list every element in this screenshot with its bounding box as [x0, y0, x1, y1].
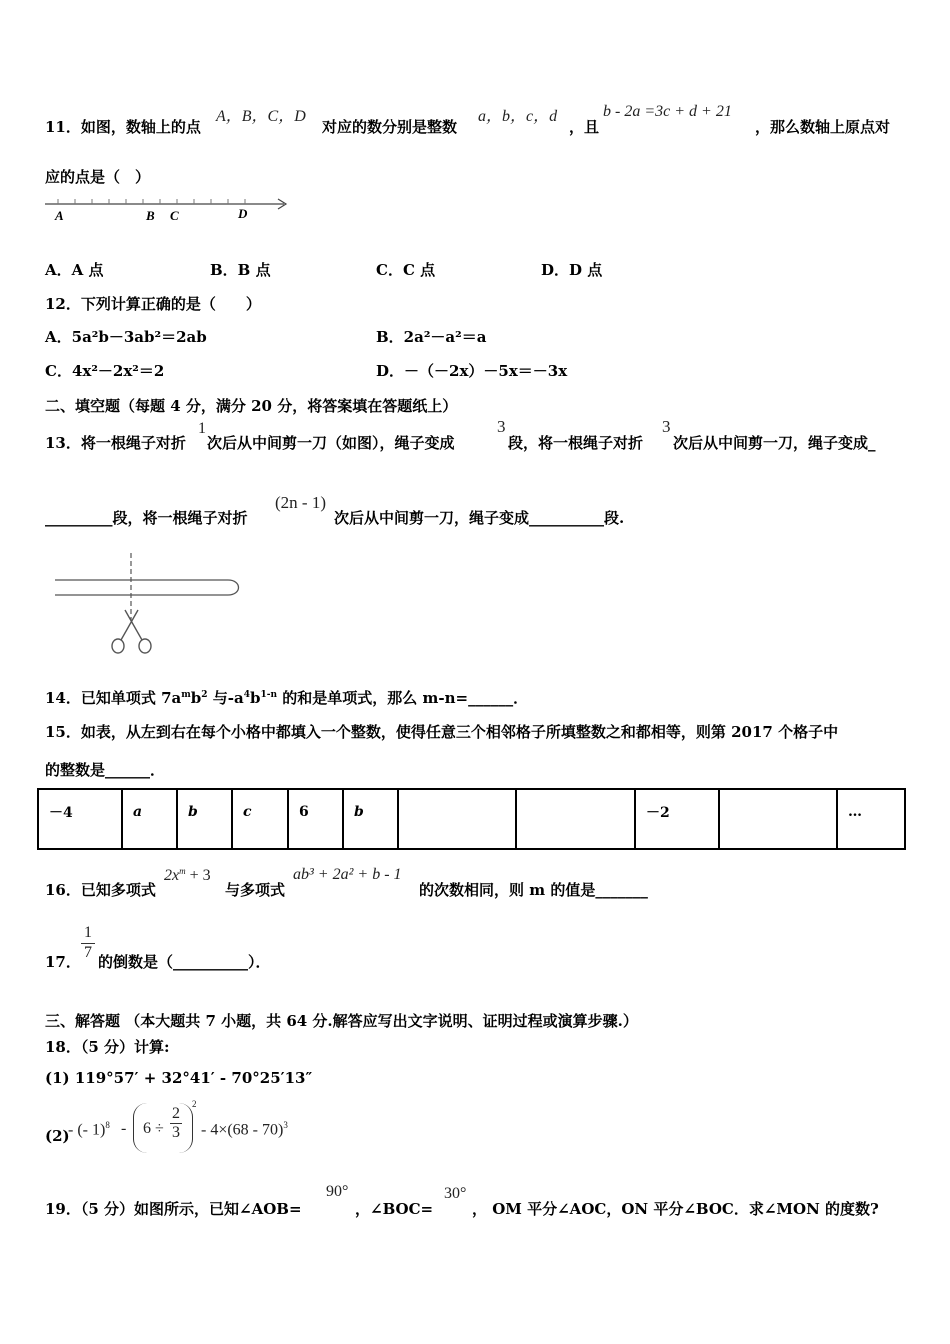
q19-text-b: ，∠BOC= — [355, 1200, 434, 1218]
q13-text-2: 次后从中间剪一刀（如图），绳子变成 — [207, 434, 455, 452]
q18-p2-fraction — [170, 1105, 182, 1142]
table-row — [38, 789, 905, 849]
q16-expr1-base: 2x — [164, 867, 180, 884]
number-line-ticks — [58, 199, 245, 204]
section-3-heading: 三、解答题 （本大题共 7 小题，共 64 分.解答应写出文字说明、证明过程或演算步骤.） — [45, 1012, 638, 1030]
q15-number-grid — [37, 788, 906, 850]
q17-text-b: 的倒数是（__________）． — [98, 953, 271, 971]
q14-sup-m: m — [181, 690, 191, 700]
grid-cell-4[interactable]: c — [232, 789, 288, 849]
rope-fold — [228, 580, 239, 595]
q14-text-b: b — [190, 689, 202, 707]
q11-text-d: ，那么数轴上原点对 — [755, 118, 891, 136]
q17-label: 17． — [45, 953, 81, 971]
q16-expr1 — [164, 866, 211, 885]
q18-p2-c: 6 ÷ — [143, 1120, 164, 1137]
q14-line — [45, 687, 528, 708]
grid-cell-3[interactable]: b — [177, 789, 232, 849]
q15-line2: 的整数是______． — [45, 761, 166, 779]
axis-label-c: C — [170, 208, 179, 223]
q13-text-3: 段，将一根绳子对折 — [508, 434, 644, 452]
q18-p2-a-text: - (- 1) — [68, 1121, 106, 1139]
q18-part1: (1) 119°57′ + 32°41′ - 70°25′13″ — [45, 1069, 313, 1087]
q16-text-c: 的次数相同，则 m 的值是_______ — [419, 881, 648, 899]
q16-expr1-sup: m — [179, 866, 186, 876]
q17-numerator: 1 — [84, 924, 92, 941]
q18-part2-a — [68, 1120, 110, 1139]
q19-text-c: ， OM 平分∠AOC，ON 平分∠BOC．求∠MON 的度数? — [472, 1200, 879, 1218]
q18-p2-numerator: 2 — [172, 1105, 180, 1122]
q14-sup-2: 2 — [201, 690, 208, 700]
q19-angle-boc: 30° — [444, 1185, 467, 1202]
q13-text-4: 次后从中间剪一刀，绳子变成_ — [673, 434, 876, 452]
q11-condition: b - 2a =3c + d + 21 — [603, 103, 732, 120]
grid-cell-9[interactable]: －2 — [635, 789, 719, 849]
q13-text-6: 次后从中间剪一刀，绳子变成__________段. — [334, 509, 625, 527]
q17-denominator: 7 — [81, 943, 95, 962]
rope-scissors-figure — [50, 548, 245, 660]
q16-expr1-tail: + 3 — [185, 867, 211, 884]
q14-text-g: b — [250, 689, 261, 707]
grid-cell-6[interactable]: b — [343, 789, 398, 849]
q11-option-c[interactable]: C．C 点 — [376, 261, 436, 279]
q11-option-d[interactable]: D．D 点 — [541, 261, 603, 279]
axis-label-a: A — [55, 208, 64, 223]
q15-line1: 15．如表，从左到右在每个小格中都填入一个整数，使得任意三个相邻格子所填整数之和都相等，则第 2017 个格子中 — [45, 723, 839, 741]
grid-cell-ellipsis: … — [837, 789, 905, 849]
q11-line2: 应的点是（ ） — [45, 168, 151, 186]
q18-stem: 18．（5 分）计算: — [45, 1038, 170, 1056]
section-2-heading: 二、填空题（每题 4 分，满分 20 分，将答案填在答题纸上） — [45, 397, 458, 415]
q14-text-e: 与-a — [207, 689, 244, 707]
number-line-figure — [40, 192, 295, 226]
q18-part2-d — [201, 1120, 288, 1139]
grid-cell-8[interactable] — [516, 789, 635, 849]
q13-n1: 1 — [198, 420, 206, 437]
q18-p2-denominator: 3 — [172, 1124, 180, 1141]
q11-line1 — [45, 116, 201, 137]
q18-p2-d-text: - 4×(68 - 70) — [201, 1121, 284, 1139]
q18-part2-label: (2) — [45, 1127, 70, 1145]
q16-text-a: 16．已知多项式 — [45, 881, 156, 899]
q11-text-c: ，且 — [569, 118, 600, 136]
q11-points-lower: a，b，c，d — [478, 108, 558, 125]
q11-points-upper: A，B，C，D — [216, 108, 306, 125]
grid-cell-5[interactable]: 6 — [288, 789, 343, 849]
q13-n3: 3 — [662, 417, 671, 436]
q19-text-a: 19．（5 分）如图所示，已知∠AOB= — [45, 1200, 302, 1218]
q11-option-a[interactable]: A．A 点 — [45, 261, 104, 279]
q12-stem: 12．下列计算正确的是（ ） — [45, 295, 261, 313]
q13-n4: (2n - 1) — [275, 493, 326, 512]
q11-text-b: 对应的数分别是整数 — [322, 118, 458, 136]
q13-n2: 3 — [497, 417, 506, 436]
q14-sup-1n: 1-n — [260, 690, 278, 700]
q12-option-a[interactable]: A．5a²b－3ab²＝2ab — [45, 328, 207, 346]
q12-option-b[interactable]: B．2a²－a²＝a — [376, 328, 487, 346]
q19-angle-aob: 90° — [326, 1183, 349, 1200]
q18-p2-exp3: 3 — [283, 1120, 288, 1130]
scissors-icon — [112, 610, 151, 653]
q11-text-a: 11．如图，数轴上的点 — [45, 118, 201, 136]
q13-text-1: 13．将一根绳子对折 — [45, 434, 186, 452]
grid-cell-1[interactable]: －4 — [38, 789, 122, 849]
q16-text-b: 与多项式 — [225, 881, 286, 899]
q14-sup-4: 4 — [243, 690, 250, 700]
q18-p2-exp8: 8 — [105, 1120, 110, 1130]
axis-label-b: B — [146, 208, 155, 223]
axis-label-d: D — [238, 206, 248, 221]
q14-text-a: 14．已知单项式 7a — [45, 689, 182, 707]
q11-option-b[interactable]: B．B 点 — [210, 261, 271, 279]
q16-expr2: ab³ + 2a² + b - 1 — [293, 866, 402, 883]
q17-fraction — [81, 924, 95, 962]
q13-text-5: _________段，将一根绳子对折 — [45, 509, 248, 527]
grid-cell-7[interactable] — [398, 789, 516, 849]
grid-cell-2[interactable]: a — [122, 789, 177, 849]
q14-text-i: 的和是单项式，那么 m-n=______． — [277, 689, 529, 707]
q18-part2-b: - — [121, 1120, 127, 1137]
q12-option-d[interactable]: D．－（－2x）－5x＝－3x — [376, 362, 568, 380]
q18-p2-exp2: 2 — [192, 1099, 197, 1109]
grid-cell-10[interactable] — [719, 789, 837, 849]
q12-option-c[interactable]: C．4x²－2x²＝2 — [45, 362, 165, 380]
